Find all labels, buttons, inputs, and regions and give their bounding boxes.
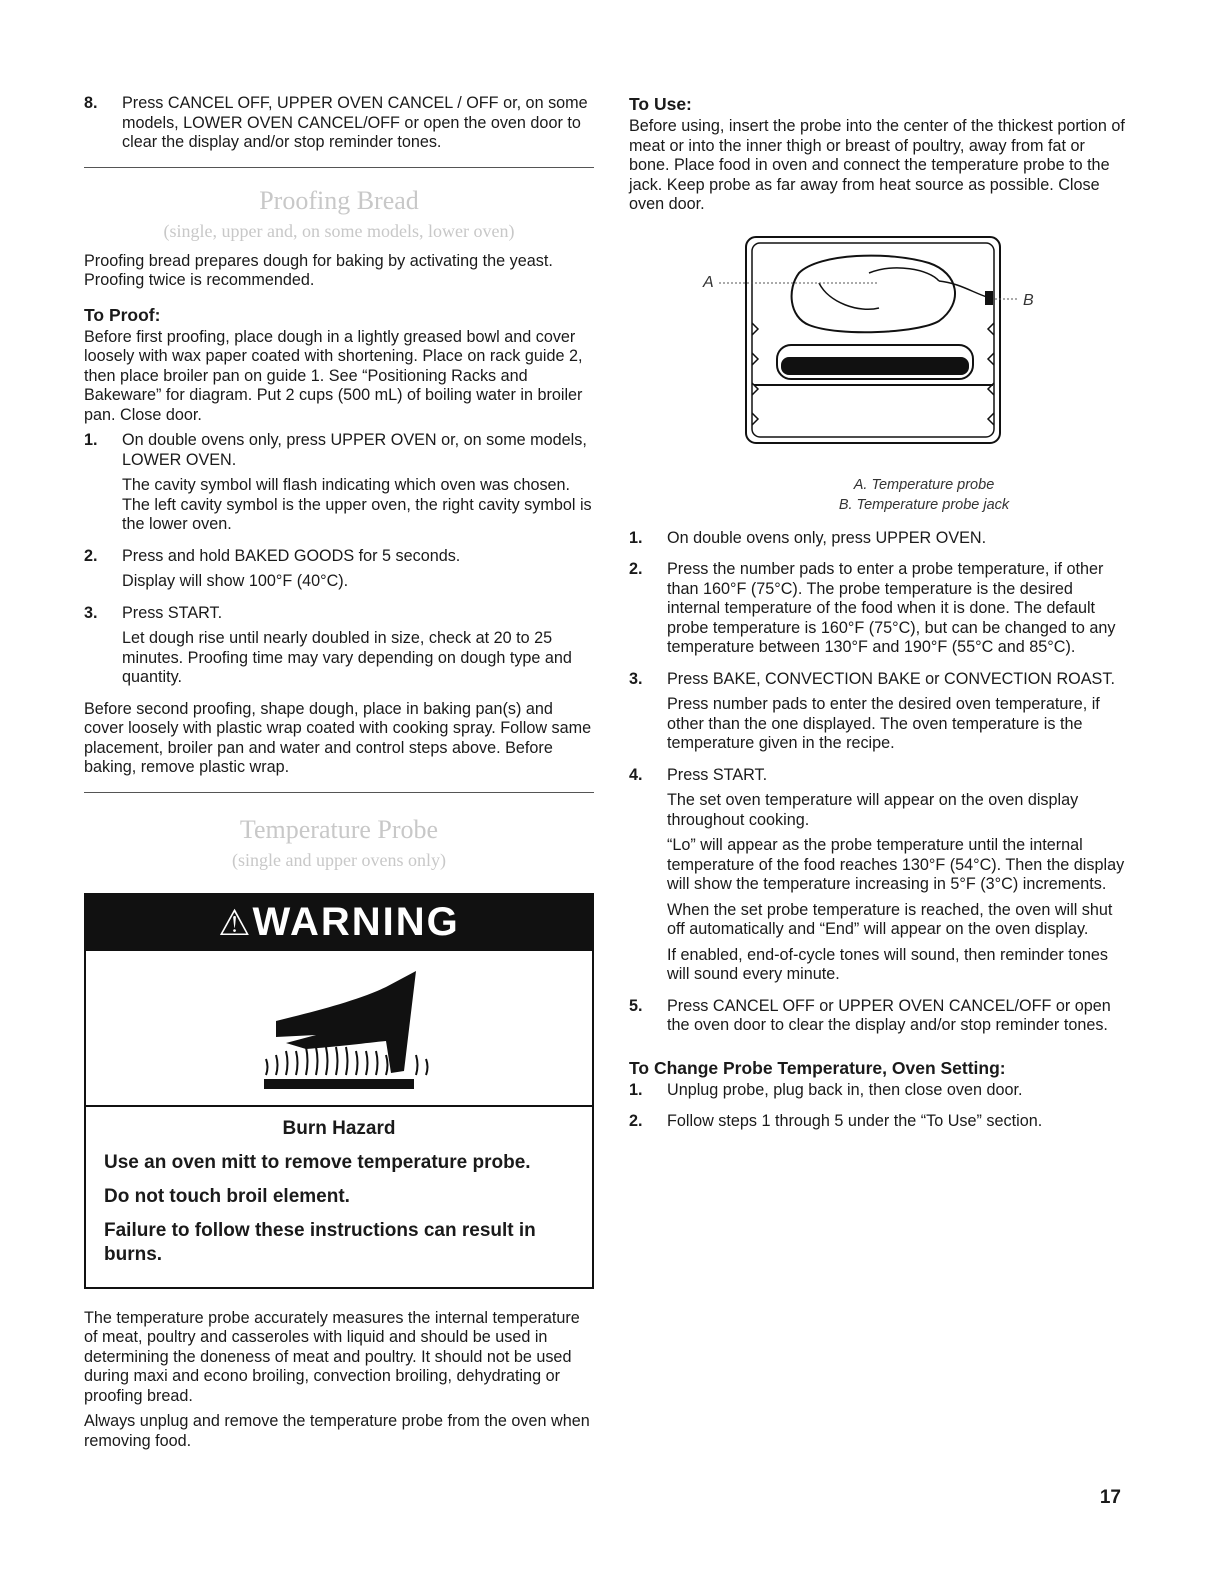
list-item	[629, 1081, 1129, 1107]
change-probe-heading: To Change Probe Temperature, Oven Setting:	[629, 1057, 1006, 1078]
oven-probe-diagram	[629, 233, 1129, 471]
section-subtitle-proofing: (single, upper and, on some models, lower oven)	[163, 220, 515, 241]
burn-hazard-label: Burn Hazard	[282, 1117, 396, 1139]
step-text: On double ovens only, press UPPER OVEN.	[667, 528, 987, 547]
divider	[84, 792, 594, 793]
step-text: Press START.	[667, 765, 768, 784]
figure-caption	[719, 475, 1129, 515]
burn-hazard-hand-icon	[86, 951, 592, 1107]
step-text: Press and hold BAKED GOODS for 5 seconds.	[122, 546, 461, 565]
second-proofing-paragraph: Before second proofing, shape dough, place in baking pan(s) and cover loosely with plastic wrap coated with cooking spray. Follow same placement, broiler pan and water and control steps above. Before baking, remove plastic wrap.	[84, 699, 592, 776]
step-note: When the set probe temperature is reached, the oven will shut off automatically and “End” will appear on the oven display.	[667, 900, 1113, 938]
label-b: B	[1023, 291, 1034, 309]
step-number: 2.	[629, 1112, 643, 1130]
step-note: Press number pads to enter the desired oven temperature, if other than the one displayed. The oven temperature is the temperature given in the recipe.	[667, 695, 1100, 752]
list-item	[629, 766, 1129, 991]
warning-line: Do not touch broil element.	[104, 1185, 350, 1207]
to-proof-paragraph: Before first proofing, place dough in a lightly greased bowl and cover loosely with wax paper coated with shortening. Place on rack guide 2, then place broiler pan on guide 1. See “Positioning Racks and Bakeware” for diagram. Put 2 cups (500 mL) of boiling water in broiler pan. Close door.	[84, 327, 583, 424]
step-text: Unplug probe, plug back in, then close oven door.	[667, 1080, 1023, 1099]
warning-title: WARNING	[252, 899, 460, 944]
step-text: Press START.	[122, 603, 223, 622]
left-column	[84, 94, 594, 1457]
step-number: 3.	[629, 669, 643, 688]
section-subtitle-probe: (single and upper ovens only)	[232, 849, 446, 870]
step-text: On double ovens only, press UPPER OVEN or, on some models, LOWER OVEN.	[122, 431, 587, 469]
step-text: Press the number pads to enter a probe temperature, if other than 160°F (75°C). The probe temperature is the desired internal temperature of the food when it is done. The default probe temperature is 160°F (75°C), but can be changed to any temperature between 130°F and 190°F (55°C and 85°C).	[667, 560, 1116, 656]
list-item	[629, 1112, 1129, 1138]
proofing-intro: Proofing bread prepares dough for baking by activating the yeast. Proofing twice is recommended.	[84, 251, 553, 289]
list-item	[84, 94, 594, 159]
list-item	[629, 670, 1129, 760]
step-text: Press CANCEL OFF, UPPER OVEN CANCEL / OFF or, on some models, LOWER OVEN CANCEL/OFF or open the oven door to clear the display and/or stop reminder tones.	[122, 94, 588, 151]
step-text: Follow steps 1 through 5 under the “To Use” section.	[667, 1112, 1043, 1130]
probe-paragraph: Always unplug and remove the temperature probe from the oven when removing food.	[84, 1412, 590, 1450]
list-item	[84, 547, 594, 598]
list-item	[629, 529, 1129, 555]
list-item	[84, 604, 594, 694]
step-note: If enabled, end-of-cycle tones will sound, then reminder tones will sound every minute.	[667, 945, 1108, 983]
step-number: 5.	[629, 996, 643, 1015]
to-proof-heading: To Proof:	[84, 304, 161, 325]
warning-box	[84, 893, 594, 1289]
label-a: A	[703, 273, 714, 291]
list-item	[629, 560, 1129, 664]
divider	[84, 167, 594, 168]
section-title-proofing: Proofing Bread	[259, 185, 419, 215]
warning-header	[86, 895, 592, 951]
to-use-heading: To Use:	[629, 94, 692, 114]
warning-line: Failure to follow these instructions can result in burns.	[104, 1219, 536, 1265]
list-item	[84, 431, 594, 541]
step-note: The cavity symbol will flash indicating which oven was chosen. The left cavity symbol is the upper oven, the right cavity symbol is the lower oven.	[122, 476, 592, 533]
caption-b: B. Temperature probe jack	[838, 496, 1010, 513]
step-number: 2.	[84, 546, 98, 565]
caption-a: A. Temperature probe	[853, 476, 995, 493]
step-number: 1.	[629, 1080, 643, 1099]
step-note: “Lo” will appear as the probe temperature until the internal temperature of the food reaches 130°F (54°C). Then the display will show the temperature increasing in 5°F (3°C) increments.	[667, 836, 1125, 893]
step-number: 2.	[629, 560, 643, 578]
right-column	[629, 94, 1129, 1144]
step-text: Press BAKE, CONVECTION BAKE or CONVECTION ROAST.	[667, 669, 1115, 688]
page-number: 17	[1099, 1487, 1121, 1508]
step-note: Display will show 100°F (40°C).	[122, 572, 349, 590]
to-use-paragraph: Before using, insert the probe into the center of the thickest portion of meat or into the inner thigh or breast of poultry, away from fat or bone. Place food in oven and connect the temperature probe to the jack. Keep probe as far away from heat source as possible. Close oven door.	[629, 117, 1125, 213]
list-item	[629, 997, 1129, 1042]
warning-text	[86, 1107, 592, 1287]
step-note: Let dough rise until nearly doubled in size, check at 20 to 25 minutes. Proofing time may vary depending on dough type and quantity.	[122, 629, 572, 686]
warning-line: Use an oven mitt to remove temperature probe.	[104, 1151, 531, 1173]
step-number: 3.	[84, 603, 98, 622]
section-title-probe: Temperature Probe	[239, 814, 439, 844]
step-text: Press CANCEL OFF or UPPER OVEN CANCEL/OFF or open the oven door to clear the display and/or stop reminder tones.	[667, 996, 1111, 1034]
step-number: 4.	[629, 765, 643, 784]
step-number: 1.	[629, 528, 643, 547]
step-number: 8.	[84, 94, 98, 112]
oven-diagram-image	[629, 233, 1129, 471]
step-number: 1.	[84, 431, 98, 449]
probe-paragraph: The temperature probe accurately measures the internal temperature of meat, poultry and casseroles with liquid and should be used in determining the doneness of meat and poultry. It should not be used during maxi and econo broiling, convection broiling, dehydrating or proofing bread.	[84, 1308, 580, 1405]
step-note: The set oven temperature will appear on the oven display throughout cooking.	[667, 791, 1079, 829]
warning-triangle-icon: ⚠	[218, 901, 253, 943]
